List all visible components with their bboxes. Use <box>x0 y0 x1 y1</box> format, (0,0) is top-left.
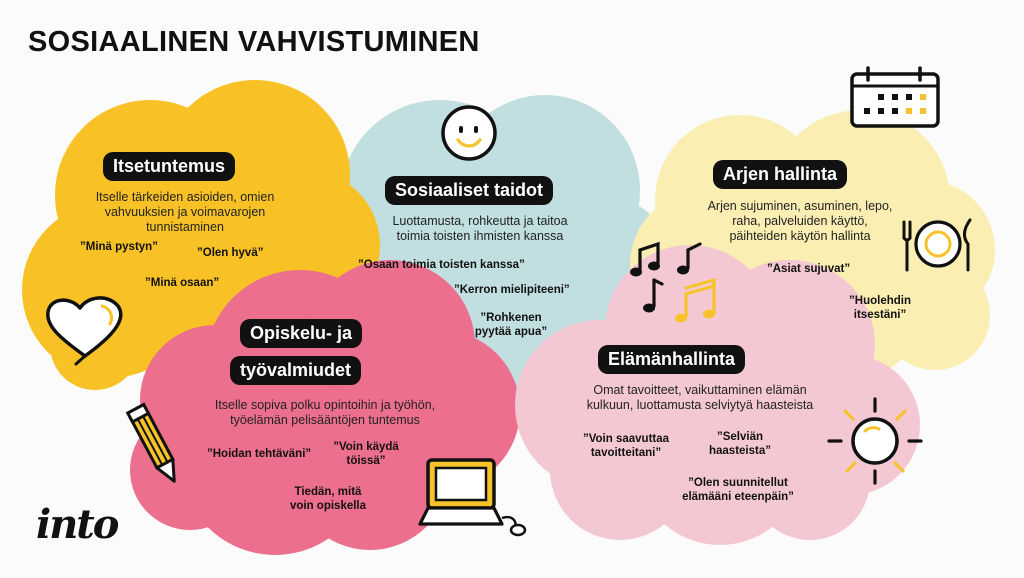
description-line: raha, palveluiden käyttö, <box>732 214 868 228</box>
quote-line: ”Voin käydä <box>333 441 399 453</box>
description-line: työelämän pelisääntöjen tuntemus <box>230 413 420 427</box>
quote-multiline <box>278 485 378 513</box>
quote-multiline <box>466 311 556 339</box>
heading-arjen-hallinta: Arjen hallinta <box>713 160 847 189</box>
into-logo: into <box>36 501 118 548</box>
description-line: Luottamusta, rohkeutta ja taitoa <box>392 214 568 228</box>
heading-sosiaaliset-taidot: Sosiaaliset taidot <box>385 176 553 205</box>
quote: ”Minä pystyn” <box>80 241 158 253</box>
quote-line: Tiedän, mitä <box>294 486 362 498</box>
quote-multiline <box>326 440 406 468</box>
description-line: vahvuuksien ja voimavarojen <box>104 205 266 219</box>
quote-line: ”Huolehdin <box>849 295 911 307</box>
heading-opiskelu-line2: työvalmiudet <box>230 356 361 385</box>
heading-elamanhallinta: Elämänhallinta <box>598 345 745 374</box>
quote-line: tavoitteitani” <box>590 447 662 459</box>
quote: ”Kerron mielipiteeni” <box>454 284 570 296</box>
description-elamanhallinta <box>570 383 830 413</box>
quote-line: ”Voin saavuttaa <box>582 433 670 445</box>
quote-line: ”Selviän <box>716 431 764 443</box>
description-line: kulkuun, luottamusta selviytyä haasteista <box>586 398 814 412</box>
description-arjen <box>690 199 910 244</box>
heading-opiskelu-line1: Opiskelu- ja <box>240 319 362 348</box>
heading-itsetuntemus: Itsetuntemus <box>103 152 235 181</box>
smiley-icon <box>440 104 498 162</box>
quote-multiline <box>840 294 920 322</box>
description-itsetuntemus <box>60 190 310 235</box>
quote-line: voin opiskella <box>289 500 367 512</box>
quote: ”Minä osaan” <box>145 277 220 289</box>
description-opiskelu <box>185 398 465 428</box>
quote-line: pyytää apua” <box>474 326 548 338</box>
quote-multiline <box>705 430 775 458</box>
quote-line: haasteista” <box>708 445 771 457</box>
description-line: Itselle tärkeiden asioiden, omien <box>95 190 275 204</box>
quote-line: ”Olen suunnitellut <box>688 477 788 489</box>
quote-line: itsestäni” <box>853 309 907 321</box>
description-line: Omat tavoitteet, vaikuttaminen elämän <box>593 383 807 397</box>
description-line: Arjen sujuminen, asuminen, lepo, <box>707 199 893 213</box>
page-title: SOSIAALINEN VAHVISTUMINEN <box>28 26 480 58</box>
heart-icon <box>40 290 130 365</box>
calendar-icon <box>848 66 944 130</box>
quote-line: ”Rohkenen <box>480 312 542 324</box>
quote: ”Asiat sujuvat” <box>767 263 851 275</box>
quote: ”Olen hyvä” <box>197 247 264 259</box>
quote: ”Osaan toimia toisten kanssa” <box>358 259 525 271</box>
description-sosiaaliset <box>360 214 600 244</box>
music-notes-icon <box>630 236 722 326</box>
description-line: Itselle sopiva polku opintoihin ja työhön, <box>214 398 436 412</box>
description-line: toimia toisten ihmisten kanssa <box>396 229 564 243</box>
description-line: päihteiden käytön hallinta <box>729 229 871 243</box>
quote-line: töissä” <box>346 455 386 467</box>
pencil-icon <box>130 400 180 490</box>
plate-cutlery-icon <box>898 214 978 274</box>
description-line: tunnistaminen <box>146 220 224 234</box>
laptop-icon <box>418 458 538 538</box>
quote-line: elämääni eteenpäin” <box>682 491 794 503</box>
quote-multiline <box>571 432 681 460</box>
quote-multiline <box>673 476 803 504</box>
quote: ”Hoidan tehtäväni” <box>207 448 312 460</box>
sun-icon <box>825 395 925 485</box>
